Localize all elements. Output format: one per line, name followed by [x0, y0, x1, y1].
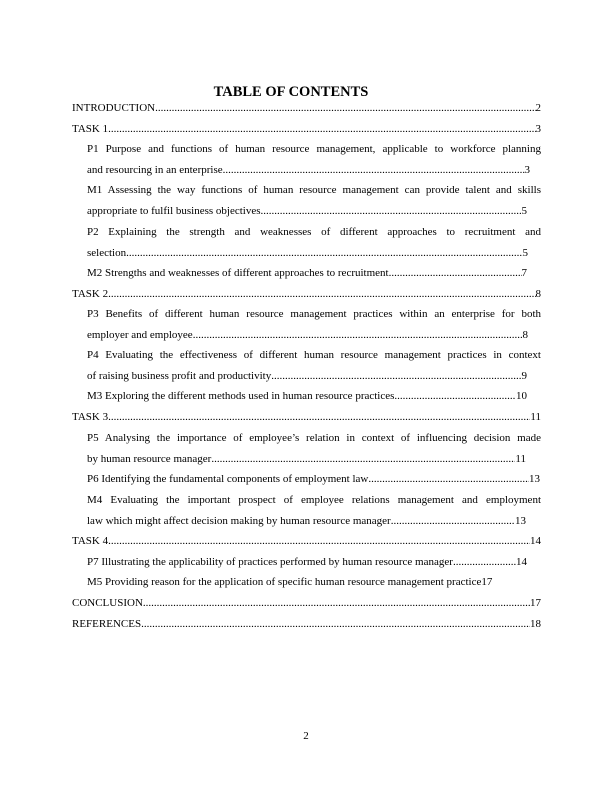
toc-entry-page: 8: [535, 288, 541, 300]
toc-entry-task-1[interactable]: [72, 123, 541, 136]
toc-entry-text: TASK 1: [72, 123, 109, 135]
toc-entry-m1-line1[interactable]: M1 Assessing the way functions of human resource management can provide talent and skills: [87, 184, 541, 196]
toc-entry-text: CONCLUSION: [72, 597, 143, 609]
toc-entry-p2[interactable]: [87, 247, 528, 260]
toc-entry-page: 8: [522, 329, 528, 341]
toc-entry-p1-line1[interactable]: P1 Purpose and functions of human resource management, applicable to workforce planning: [87, 143, 541, 155]
toc-entry-p4[interactable]: [87, 370, 527, 383]
toc-entry-page: 11: [530, 411, 541, 423]
toc-entry-text: selection: [87, 247, 127, 259]
toc-entry-text: M3 Exploring the different methods used in human resource practices: [87, 390, 395, 402]
toc-entry-text: REFERENCES: [72, 618, 142, 630]
toc-entry-m4-line1[interactable]: M4 Evaluating the important prospect of employee relations management and employment: [87, 494, 541, 506]
toc-entry-text: P6 Identifying the fundamental components of employment law: [87, 473, 369, 485]
toc-entry-m3[interactable]: [87, 390, 527, 403]
toc-entry-page: 17: [481, 576, 493, 588]
toc-entry-p2-line1[interactable]: P2 Explaining the strength and weaknesses of different approaches to recruitment and: [87, 226, 541, 238]
toc-entry-m1[interactable]: [87, 205, 527, 218]
toc-entry-page: 7: [521, 267, 527, 279]
toc-entry-p1[interactable]: [87, 164, 530, 177]
toc-entry-conclusion[interactable]: [72, 597, 541, 610]
toc-entry-page: 9: [521, 370, 527, 382]
toc-entry-p4-line1[interactable]: P4 Evaluating the effectiveness of different human resource management practices in context: [87, 349, 541, 361]
toc-entry-p3[interactable]: [87, 329, 528, 342]
page-number: 2: [303, 730, 309, 742]
toc-entry-page: 17: [530, 597, 541, 609]
toc-entry-text: TASK 3: [72, 411, 109, 423]
toc-entry-page: 2: [535, 102, 541, 114]
toc-entry-m5[interactable]: [87, 576, 529, 589]
toc-entry-text: by human resource manager: [87, 453, 212, 465]
toc-entry-text: TASK 4: [72, 535, 109, 547]
toc-entry-page: 14: [516, 556, 527, 568]
toc-entry-page: 13: [515, 515, 526, 527]
toc-entry-text: TASK 2: [72, 288, 109, 300]
toc-entry-p6[interactable]: [87, 473, 540, 486]
toc-entry-p7[interactable]: [87, 556, 527, 569]
toc-entry-page: 10: [516, 390, 527, 402]
toc-entry-m2[interactable]: [87, 267, 527, 280]
toc-entry-p5[interactable]: [87, 453, 526, 466]
toc-entry-page: 3: [524, 164, 530, 176]
toc-entry-task-3[interactable]: [72, 411, 541, 424]
toc-heading: TABLE OF CONTENTS: [213, 84, 369, 100]
toc-entry-page: 14: [530, 535, 541, 547]
toc-entry-text: M2 Strengths and weaknesses of different approaches to recruitment: [87, 267, 389, 279]
toc-entry-introduction[interactable]: [72, 102, 541, 115]
toc-entry-page: 13: [529, 473, 540, 485]
toc-entry-text: law which might affect decision making by human resource manager: [87, 515, 391, 527]
toc-entry-page: 5: [521, 205, 527, 217]
toc-entry-text: INTRODUCTION: [72, 102, 156, 114]
toc-entry-references[interactable]: [72, 618, 541, 631]
toc-entry-text: appropriate to fulfil business objectives: [87, 205, 261, 217]
toc-entry-page: 18: [530, 618, 541, 630]
toc-entry-page: 5: [522, 247, 528, 259]
toc-entry-text: of raising business profit and productivity: [87, 370, 272, 382]
toc-entry-m4[interactable]: [87, 515, 526, 528]
toc-entry-task-2[interactable]: [72, 288, 541, 301]
toc-entry-text: employer and employee: [87, 329, 193, 341]
toc-entry-text: and resourcing in an enterprise: [87, 164, 223, 176]
toc-entry-text: P7 Illustrating the applicability of practices performed by human resource manager: [87, 556, 453, 568]
toc-entry-text: M5 Providing reason for the application of specific human resource management practice: [87, 576, 482, 588]
toc-entry-page: 3: [535, 123, 541, 135]
toc-entry-p3-line1[interactable]: P3 Benefits of different human resource management practices within an enterprise for both: [87, 308, 541, 320]
toc-entry-p5-line1[interactable]: P5 Analysing the importance of employee’s relation in context of influencing decision made: [87, 432, 541, 444]
toc-entry-page: 11: [515, 453, 526, 465]
toc-entry-task-4[interactable]: [72, 535, 541, 548]
